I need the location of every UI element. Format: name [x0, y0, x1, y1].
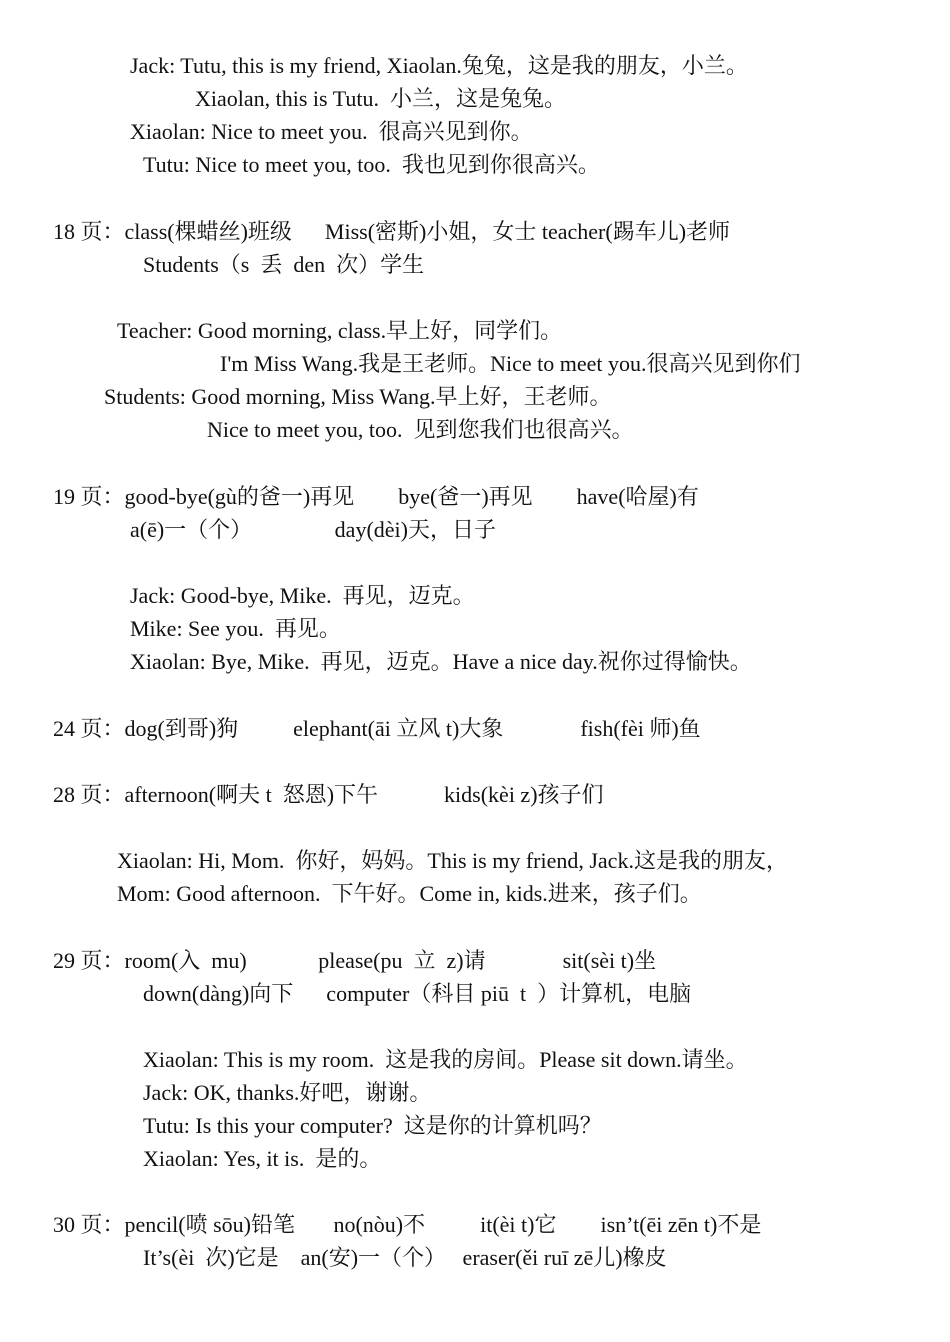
dialog-line: Jack: Good-bye, Mike. 再见，迈克。	[130, 583, 475, 608]
vocab-line: Students（s 丢 den 次）学生	[143, 252, 425, 277]
vocab-line-page-18: 18 页：class(棵蜡丝)班级 Miss(密斯)小姐，女士 teacher(踢车儿)老师	[53, 219, 731, 244]
vocab-line-page-24: 24 页：dog(到哥)狗 elephant(āi 立风 t)大象 fish(fèi 师)鱼	[53, 716, 701, 741]
dialog-line: Nice to meet you, too. 见到您我们也很高兴。	[207, 417, 634, 442]
dialog-line: Mike: See you. 再见。	[130, 616, 341, 641]
dialog-line: Teacher: Good morning, class.早上好，同学们。	[117, 318, 563, 343]
dialog-line: Students: Good morning, Miss Wang.早上好，王老师。	[104, 384, 612, 409]
dialog-line: Tutu: Is this your computer? 这是你的计算机吗？	[143, 1113, 602, 1138]
vocab-line-page-19: 19 页：good-bye(gù的爸一)再见 bye(爸一)再见 have(哈屋)有	[53, 484, 699, 509]
dialog-line: Xiaolan: Hi, Mom. 你好，妈妈。This is my friend, Jack.这是我的朋友，	[117, 848, 788, 873]
dialog-line: Tutu: Nice to meet you, too. 我也见到你很高兴。	[143, 152, 600, 177]
dialog-line: Xiaolan: This is my room. 这是我的房间。Please sit down.请坐。	[143, 1047, 748, 1072]
dialog-line: I'm Miss Wang.我是王老师。Nice to meet you.很高兴见到你们	[220, 351, 801, 376]
vocab-line-page-29: 29 页：room(入 mu) please(pu 立 z)请 sit(sèi t)坐	[53, 948, 657, 973]
dialog-line: Xiaolan, this is Tutu. 小兰，这是兔兔。	[195, 86, 566, 111]
dialog-line: Mom: Good afternoon. 下午好。Come in, kids.进来，孩子们。	[117, 881, 702, 906]
vocab-line-page-30: 30 页：pencil(喷 sōu)铅笔 no(nòu)不 it(èi t)它 isn’t(ēi zēn t)不是	[53, 1212, 762, 1237]
dialog-line: Jack: OK, thanks.好吧，谢谢。	[143, 1080, 432, 1105]
dialog-line: Jack: Tutu, this is my friend, Xiaolan.兔兔，这是我的朋友，小兰。	[130, 53, 748, 78]
vocab-line: a(ē)一（个） day(dèi)天，日子	[130, 517, 496, 542]
dialog-line: Xiaolan: Bye, Mike. 再见，迈克。Have a nice day.祝你过得愉快。	[130, 649, 752, 674]
vocab-line: down(dàng)向下 computer（科目 piū t ）计算机，电脑	[143, 981, 692, 1006]
dialog-line: Xiaolan: Yes, it is. 是的。	[143, 1146, 382, 1171]
vocab-line: It’s(èi 次)它是 an(安)一（个） eraser(ěi ruī zē儿)橡皮	[143, 1245, 667, 1270]
dialog-line: Xiaolan: Nice to meet you. 很高兴见到你。	[130, 119, 533, 144]
vocab-line-page-28: 28 页：afternoon(啊夫 t 怒恩)下午 kids(kèi z)孩子们	[53, 782, 604, 807]
